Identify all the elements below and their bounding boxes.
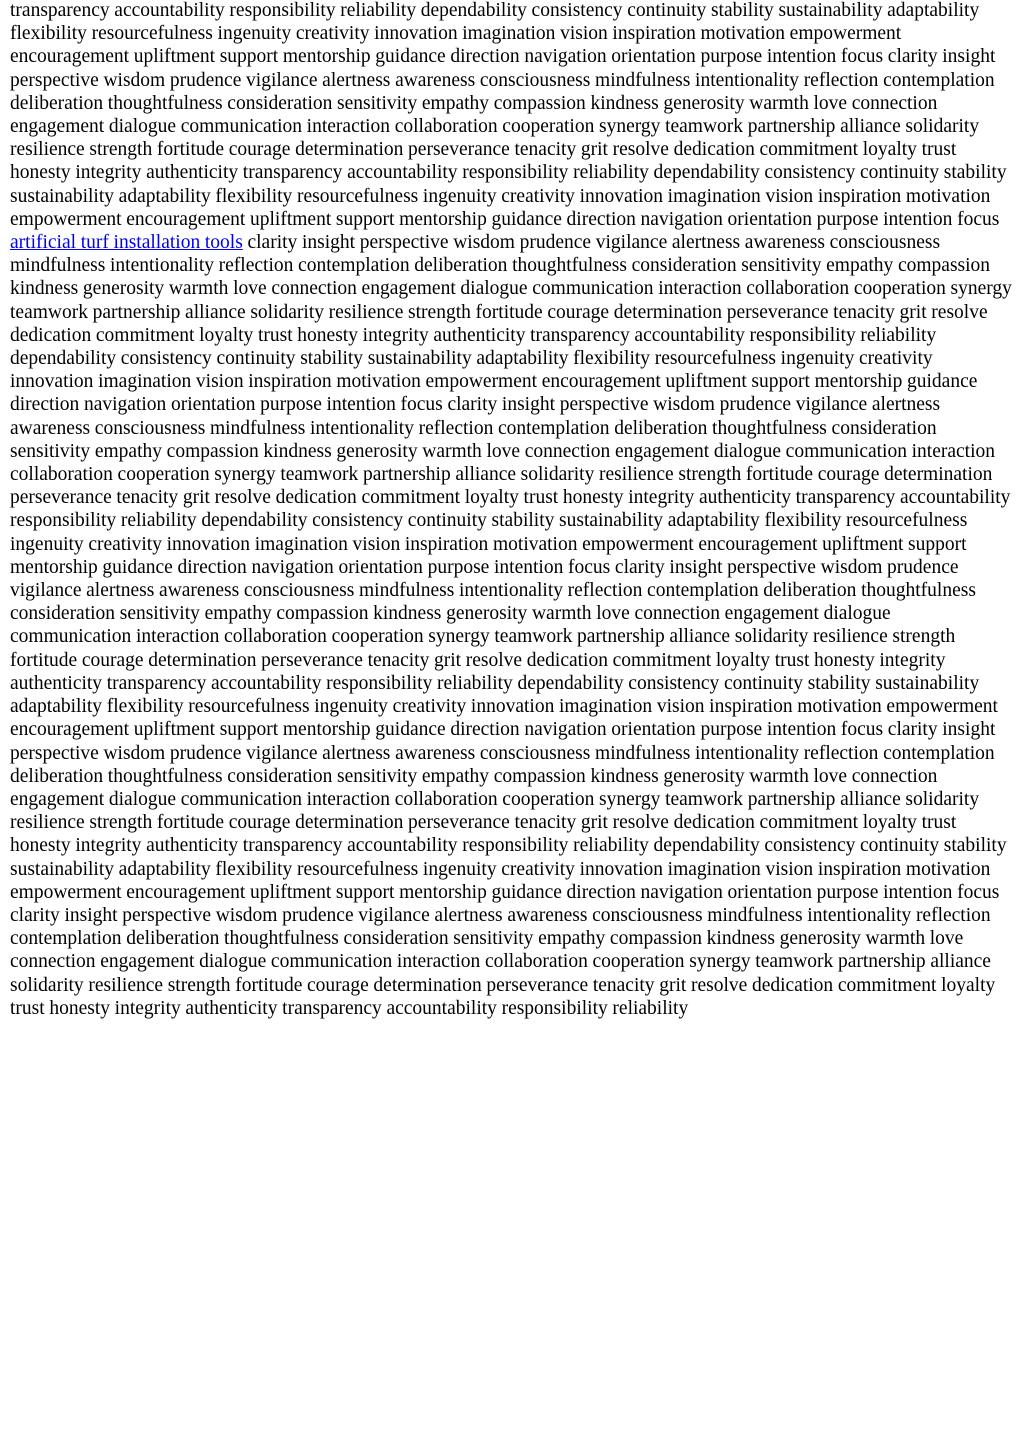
- artificial-turf-installation-tools-link[interactable]: artificial turf installation tools: [10, 232, 243, 254]
- paragraph-text-before-link: transparency accountability responsibility reliability dependability consistency continuity stability sustainability adaptability flexibility resourcefulness ingenuity creativity innovation imagination vision inspiration motivation empowerment encouragement upliftment support mentorship guidance direction navigation orientation purpose intention focus clarity insight perspective wisdom prudence vigilance alertness awareness consciousness mindfulness intentionality reflection contemplation deliberation thoughtfulness consideration sensitivity empathy compassion kindness generosity warmth love connection engagement dialogue communication interaction collaboration cooperation synergy teamwork partnership alliance solidarity resilience strength fortitude courage determination perseverance tenacity grit resolve dedication commitment loyalty trust honesty integrity authenticity transparency accountability responsibility reliability dependability consistency continuity stability sustainability adaptability flexibility resourcefulness ingenuity creativity innovation imagination vision inspiration motivation empowerment encouragement upliftment support mentorship guidance direction navigation orientation purpose intention focus: [10, 0, 1007, 230]
- paragraph-text-after-link: clarity insight perspective wisdom prudence vigilance alertness awareness consciousness mindfulness intentionality reflection contemplation deliberation thoughtfulness consideration sensitivity empathy compassion kindness generosity warmth love connection engagement dialogue communication interaction collaboration cooperation synergy teamwork partnership alliance solidarity resilience strength fortitude courage determination perseverance tenacity grit resolve dedication commitment loyalty trust honesty integrity authenticity transparency accountability responsibility reliability dependability consistency continuity stability sustainability adaptability flexibility resourcefulness ingenuity creativity innovation imagination vision inspiration motivation empowerment encouragement upliftment support mentorship guidance direction navigation orientation purpose intention focus clarity insight perspective wisdom prudence vigilance alertness awareness consciousness mindfulness intentionality reflection contemplation deliberation thoughtfulness consideration sensitivity empathy compassion kindness generosity warmth love connection engagement dialogue communication interaction collaboration cooperation synergy teamwork partnership alliance solidarity resilience strength fortitude courage determination perseverance tenacity grit resolve dedication commitment loyalty trust honesty integrity authenticity transparency accountability responsibility reliability dependability consistency continuity stability sustainability adaptability flexibility resourcefulness ingenuity creativity innovation imagination vision inspiration motivation empowerment encouragement upliftment support mentorship guidance direction navigation orientation purpose intention focus clarity insight perspective wisdom prudence vigilance alertness awareness consciousness mindfulness intentionality reflection contemplation deliberation thoughtfulness consideration sensitivity empathy compassion kindness generosity warmth love connection engagement dialogue communication interaction collaboration cooperation synergy teamwork partnership alliance solidarity resilience strength fortitude courage determination perseverance tenacity grit resolve dedication commitment loyalty trust honesty integrity authenticity transparency accountability responsibility reliability dependability consistency continuity stability sustainability adaptability flexibility resourcefulness ingenuity creativity innovation imagination vision inspiration motivation empowerment encouragement upliftment support mentorship guidance direction navigation orientation purpose intention focus clarity insight perspective wisdom prudence vigilance alertness awareness consciousness mindfulness intentionality reflection contemplation deliberation thoughtfulness consideration sensitivity empathy compassion kindness generosity warmth love connection engagement dialogue communication interaction collaboration cooperation synergy teamwork partnership alliance solidarity resilience strength fortitude courage determination perseverance tenacity grit resolve dedication commitment loyalty trust honesty integrity authenticity transparency accountability responsibility reliability dependability consistency continuity stability sustainability adaptability flexibility resourcefulness ingenuity creativity innovation imagination vision inspiration motivation empowerment encouragement upliftment support mentorship guidance direction navigation orientation purpose intention focus clarity insight perspective wisdom prudence vigilance alertness awareness consciousness mindfulness intentionality reflection contemplation deliberation thoughtfulness consideration sensitivity empathy compassion kindness generosity warmth love connection engagement dialogue communication interaction collaboration cooperation synergy teamwork partnership alliance solidarity resilience strength fortitude courage determination perseverance tenacity grit resolve dedication commitment loyalty trust honesty integrity authenticity transparency accountability responsibility reliability: [10, 232, 1012, 1019]
- body-paragraph: [10, 0, 1014, 1020]
